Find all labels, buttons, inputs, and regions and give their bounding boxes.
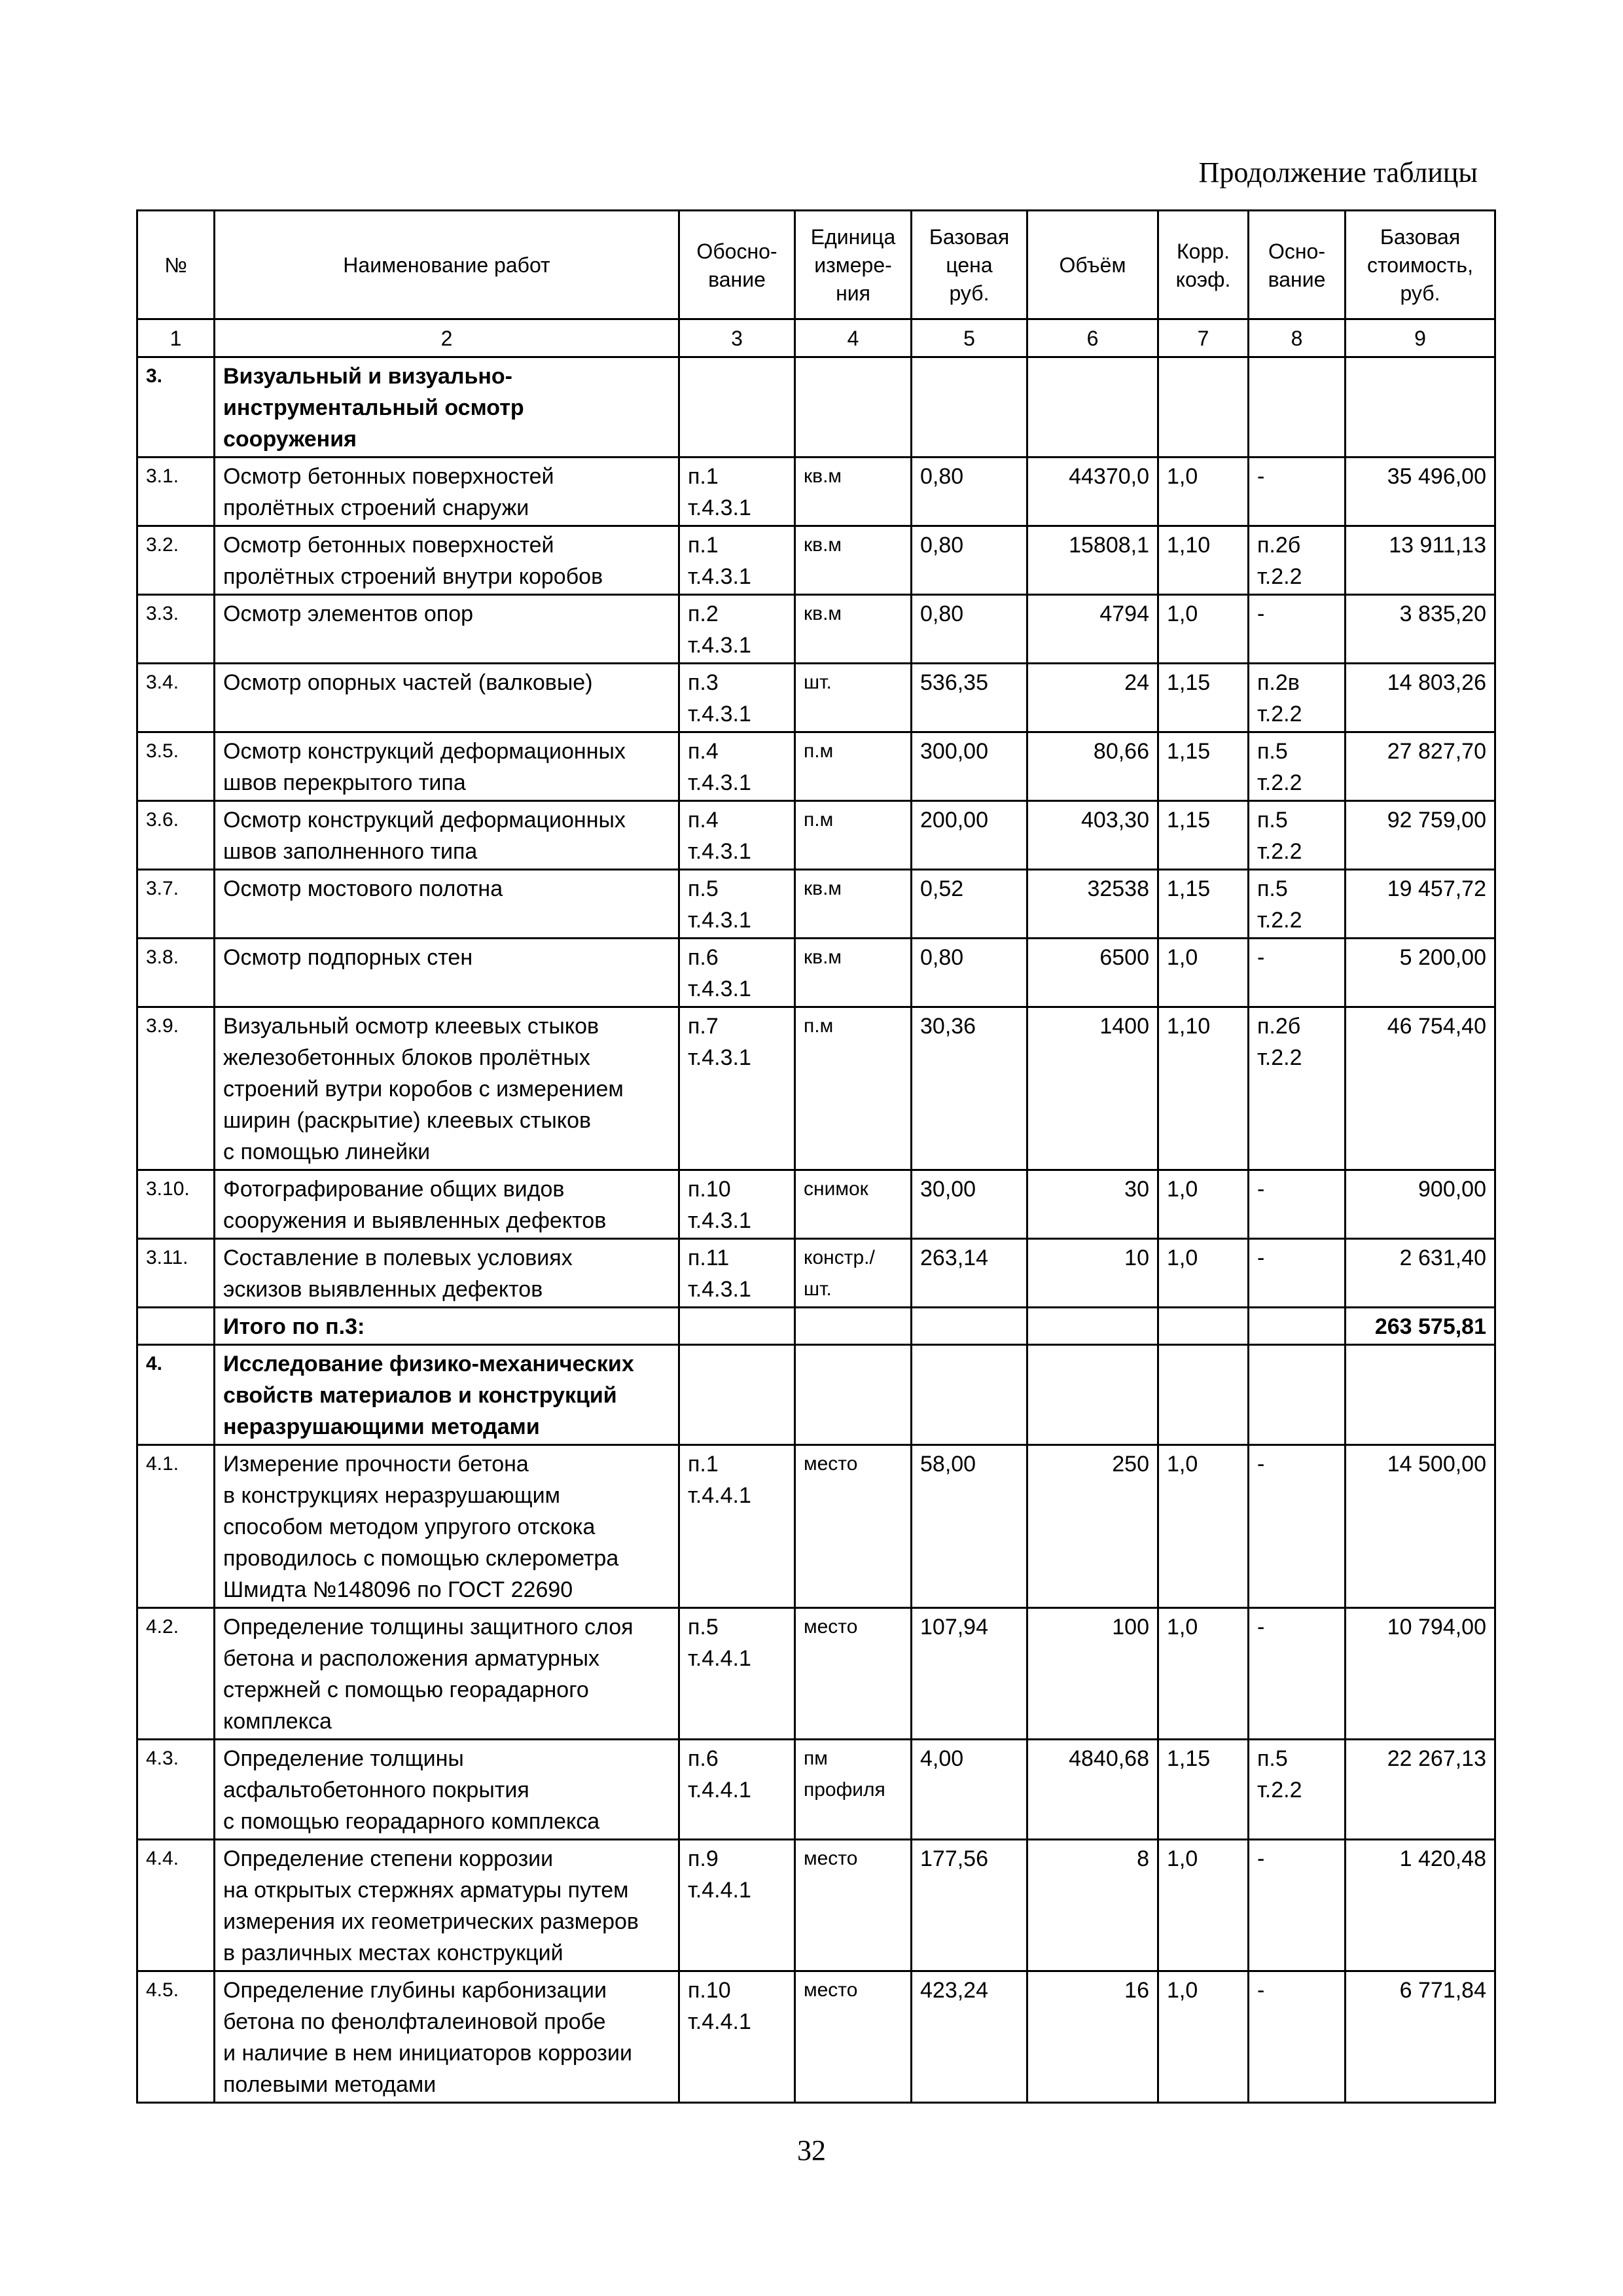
base-cost-cell: 27 827,70 — [1346, 732, 1495, 801]
base-cost-cell: 92 759,00 — [1346, 801, 1495, 870]
basis-cell: п.2 т.4.3.1 — [679, 595, 795, 664]
header-cell: Осно- вание — [1249, 211, 1346, 319]
table-row — [137, 595, 1495, 664]
base-price-cell: 0,80 — [912, 939, 1027, 1007]
base-price-cell: 300,00 — [912, 732, 1027, 801]
column-number-cell: 3 — [679, 319, 795, 357]
work-name-cell: Определение толщины асфальтобетонного покрытия с помощью георадарного комплекса — [215, 1740, 679, 1840]
table-body — [137, 357, 1495, 2103]
work-name-cell: Составление в полевых условиях эскизов выявленных дефектов — [215, 1239, 679, 1308]
item-number-cell: 4.2. — [137, 1608, 215, 1740]
column-number-cell: 4 — [795, 319, 912, 357]
section-row — [137, 357, 1495, 457]
table-header-row — [137, 211, 1495, 319]
empty-cell — [1346, 357, 1495, 457]
header-cell: Обосно- вание — [679, 211, 795, 319]
coefficient-cell: 1,0 — [1158, 1840, 1249, 1971]
table-row — [137, 732, 1495, 801]
unit-cell: кв.м — [795, 457, 912, 526]
item-number-cell: 4.4. — [137, 1840, 215, 1971]
empty-cell — [679, 1345, 795, 1445]
empty-cell — [1027, 1345, 1158, 1445]
column-number-cell: 5 — [912, 319, 1027, 357]
unit-cell: место — [795, 1445, 912, 1608]
coefficient-basis-cell: - — [1249, 1445, 1346, 1608]
item-number-cell: 4.5. — [137, 1971, 215, 2103]
base-price-cell: 536,35 — [912, 664, 1027, 732]
empty-cell — [1027, 357, 1158, 457]
item-number-cell: 4.1. — [137, 1445, 215, 1608]
column-number-cell: 1 — [137, 319, 215, 357]
work-name-cell: Определение степени коррозии на открытых стержнях арматуры путем измерения их геометрических размеров в различных местах конструкций — [215, 1840, 679, 1971]
basis-cell: п.4 т.4.3.1 — [679, 801, 795, 870]
basis-cell: п.10 т.4.4.1 — [679, 1971, 795, 2103]
unit-cell: место — [795, 1971, 912, 2103]
coefficient-basis-cell: - — [1249, 1608, 1346, 1740]
basis-cell: п.3 т.4.3.1 — [679, 664, 795, 732]
base-price-cell: 107,94 — [912, 1608, 1027, 1740]
empty-cell — [1027, 1308, 1158, 1345]
volume-cell: 16 — [1027, 1971, 1158, 2103]
volume-cell: 30 — [1027, 1170, 1158, 1239]
volume-cell: 100 — [1027, 1608, 1158, 1740]
empty-cell — [1158, 1345, 1249, 1445]
volume-cell: 10 — [1027, 1239, 1158, 1308]
table-row — [137, 1740, 1495, 1840]
table-row — [137, 457, 1495, 526]
base-price-cell: 4,00 — [912, 1740, 1027, 1840]
unit-cell: п.м — [795, 1007, 912, 1170]
work-name-cell: Визуальный осмотр клеевых стыков железобетонных блоков пролётных строений вутри коробов с измерением ширин (раскрытие) клеевых стыков с помощью линейки — [215, 1007, 679, 1170]
header-cell: Базовая стоимость, руб. — [1346, 211, 1495, 319]
coefficient-basis-cell: - — [1249, 457, 1346, 526]
volume-cell: 32538 — [1027, 870, 1158, 939]
base-cost-cell: 35 496,00 — [1346, 457, 1495, 526]
coefficient-basis-cell: п.5 т.2.2 — [1249, 801, 1346, 870]
base-cost-cell: 46 754,40 — [1346, 1007, 1495, 1170]
base-cost-cell: 3 835,20 — [1346, 595, 1495, 664]
coefficient-basis-cell: - — [1249, 1170, 1346, 1239]
header-cell: Корр. коэф. — [1158, 211, 1249, 319]
unit-cell: кв.м — [795, 870, 912, 939]
header-cell: Единица измере- ния — [795, 211, 912, 319]
base-price-cell: 263,14 — [912, 1239, 1027, 1308]
unit-cell: п.м — [795, 732, 912, 801]
empty-cell — [795, 357, 912, 457]
table-row — [137, 664, 1495, 732]
coefficient-cell: 1,0 — [1158, 1971, 1249, 2103]
empty-cell — [1249, 1308, 1346, 1345]
table-row — [137, 1445, 1495, 1608]
column-number-cell: 6 — [1027, 319, 1158, 357]
item-number-cell: 3.10. — [137, 1170, 215, 1239]
volume-cell: 4840,68 — [1027, 1740, 1158, 1840]
table-row — [137, 526, 1495, 595]
table-row — [137, 1170, 1495, 1239]
item-number-cell: 3.1. — [137, 457, 215, 526]
empty-cell — [1158, 357, 1249, 457]
table-caption: Продолжение таблицы — [1198, 156, 1478, 188]
empty-cell — [1346, 1345, 1495, 1445]
coefficient-cell: 1,15 — [1158, 1740, 1249, 1840]
base-cost-cell: 10 794,00 — [1346, 1608, 1495, 1740]
basis-cell: п.6 т.4.4.1 — [679, 1740, 795, 1840]
coefficient-cell: 1,15 — [1158, 870, 1249, 939]
table-row — [137, 1007, 1495, 1170]
volume-cell: 4794 — [1027, 595, 1158, 664]
basis-cell: п.10 т.4.3.1 — [679, 1170, 795, 1239]
volume-cell: 8 — [1027, 1840, 1158, 1971]
coefficient-cell: 1,10 — [1158, 1007, 1249, 1170]
work-name-cell: Фотографирование общих видов сооружения и выявленных дефектов — [215, 1170, 679, 1239]
empty-cell — [912, 1345, 1027, 1445]
coefficient-cell: 1,15 — [1158, 732, 1249, 801]
base-price-cell: 0,80 — [912, 595, 1027, 664]
base-cost-cell: 22 267,13 — [1346, 1740, 1495, 1840]
item-number-cell: 3.2. — [137, 526, 215, 595]
coefficient-cell: 1,0 — [1158, 1239, 1249, 1308]
coefficient-basis-cell: п.2б т.2.2 — [1249, 1007, 1346, 1170]
coefficient-cell: 1,0 — [1158, 1608, 1249, 1740]
base-cost-cell: 6 771,84 — [1346, 1971, 1495, 2103]
base-cost-cell: 900,00 — [1346, 1170, 1495, 1239]
column-number-cell: 8 — [1249, 319, 1346, 357]
basis-cell: п.7 т.4.3.1 — [679, 1007, 795, 1170]
coefficient-basis-cell: п.5 т.2.2 — [1249, 732, 1346, 801]
header-cell: Базовая цена руб. — [912, 211, 1027, 319]
item-number-cell: 3.6. — [137, 801, 215, 870]
unit-cell: место — [795, 1840, 912, 1971]
basis-cell: п.1 т.4.3.1 — [679, 457, 795, 526]
coefficient-basis-cell: п.2в т.2.2 — [1249, 664, 1346, 732]
basis-cell: п.5 т.4.3.1 — [679, 870, 795, 939]
total-label-cell: Итого по п.3: — [215, 1308, 679, 1345]
base-price-cell: 0,52 — [912, 870, 1027, 939]
coefficient-basis-cell: - — [1249, 1971, 1346, 2103]
volume-cell: 44370,0 — [1027, 457, 1158, 526]
unit-cell: снимок — [795, 1170, 912, 1239]
table-row — [137, 1608, 1495, 1740]
unit-cell: констр./ шт. — [795, 1239, 912, 1308]
coefficient-cell: 1,0 — [1158, 457, 1249, 526]
work-name-cell: Осмотр мостового полотна — [215, 870, 679, 939]
work-name-cell: Осмотр подпорных стен — [215, 939, 679, 1007]
volume-cell: 1400 — [1027, 1007, 1158, 1170]
coefficient-cell: 1,0 — [1158, 595, 1249, 664]
total-row — [137, 1308, 1495, 1345]
coefficient-basis-cell: п.2б т.2.2 — [1249, 526, 1346, 595]
coefficient-cell: 1,10 — [1158, 526, 1249, 595]
coefficient-cell: 1,0 — [1158, 939, 1249, 1007]
item-number-cell: 4.3. — [137, 1740, 215, 1840]
empty-cell — [1249, 357, 1346, 457]
work-name-cell: Определение толщины защитного слоя бетона и расположения арматурных стержней с помощью георадарного комплекса — [215, 1608, 679, 1740]
estimate-table — [136, 209, 1496, 2104]
work-name-cell: Осмотр конструкций деформационных швов перекрытого типа — [215, 732, 679, 801]
section-row — [137, 1345, 1495, 1445]
empty-cell — [1249, 1345, 1346, 1445]
base-cost-cell: 1 420,48 — [1346, 1840, 1495, 1971]
empty-cell — [912, 1308, 1027, 1345]
coefficient-cell: 1,15 — [1158, 801, 1249, 870]
base-price-cell: 423,24 — [912, 1971, 1027, 2103]
section-title-cell: Визуальный и визуально- инструментальный осмотр сооружения — [215, 357, 679, 457]
base-price-cell: 0,80 — [912, 526, 1027, 595]
section-number-cell: 3. — [137, 357, 215, 457]
column-number-cell: 9 — [1346, 319, 1495, 357]
header-cell: № — [137, 211, 215, 319]
column-number-cell: 2 — [215, 319, 679, 357]
page-number: 32 — [797, 2134, 826, 2166]
base-cost-cell: 13 911,13 — [1346, 526, 1495, 595]
item-number-cell: 3.9. — [137, 1007, 215, 1170]
item-number-cell: 3.7. — [137, 870, 215, 939]
column-number-cell: 7 — [1158, 319, 1249, 357]
coefficient-cell: 1,15 — [1158, 664, 1249, 732]
basis-cell: п.9 т.4.4.1 — [679, 1840, 795, 1971]
basis-cell: п.11 т.4.3.1 — [679, 1239, 795, 1308]
table-row — [137, 939, 1495, 1007]
item-number-cell: 3.11. — [137, 1239, 215, 1308]
table-row — [137, 870, 1495, 939]
unit-cell: кв.м — [795, 595, 912, 664]
empty-cell — [137, 1308, 215, 1345]
coefficient-basis-cell: - — [1249, 595, 1346, 664]
total-cost-cell: 263 575,81 — [1346, 1308, 1495, 1345]
section-title-cell: Исследование физико-механических свойств материалов и конструкций неразрушающими методами — [215, 1345, 679, 1445]
base-cost-cell: 14 803,26 — [1346, 664, 1495, 732]
table-row — [137, 801, 1495, 870]
item-number-cell: 3.3. — [137, 595, 215, 664]
header-cell: Объём — [1027, 211, 1158, 319]
basis-cell: п.1 т.4.3.1 — [679, 526, 795, 595]
table-row — [137, 1239, 1495, 1308]
coefficient-basis-cell: п.5 т.2.2 — [1249, 1740, 1346, 1840]
empty-cell — [679, 357, 795, 457]
empty-cell — [795, 1308, 912, 1345]
work-name-cell: Определение глубины карбонизации бетона по фенолфталеиновой пробе и наличие в нем инициаторов коррозии полевыми методами — [215, 1971, 679, 2103]
unit-cell: шт. — [795, 664, 912, 732]
empty-cell — [795, 1345, 912, 1445]
base-price-cell: 177,56 — [912, 1840, 1027, 1971]
unit-cell: кв.м — [795, 526, 912, 595]
base-price-cell: 0,80 — [912, 457, 1027, 526]
basis-cell: п.6 т.4.3.1 — [679, 939, 795, 1007]
coefficient-basis-cell: - — [1249, 1239, 1346, 1308]
volume-cell: 24 — [1027, 664, 1158, 732]
coefficient-cell: 1,0 — [1158, 1445, 1249, 1608]
base-cost-cell: 14 500,00 — [1346, 1445, 1495, 1608]
unit-cell: кв.м — [795, 939, 912, 1007]
work-name-cell: Измерение прочности бетона в конструкциях неразрушающим способом методом упругого отскока проводилось с помощью склерометра Шмидта №148096 по ГОСТ 22690 — [215, 1445, 679, 1608]
column-number-row — [137, 319, 1495, 357]
coefficient-basis-cell: п.5 т.2.2 — [1249, 870, 1346, 939]
item-number-cell: 3.5. — [137, 732, 215, 801]
coefficient-cell: 1,0 — [1158, 1170, 1249, 1239]
base-cost-cell: 5 200,00 — [1346, 939, 1495, 1007]
unit-cell: п.м — [795, 801, 912, 870]
header-cell: Наименование работ — [215, 211, 679, 319]
volume-cell: 403,30 — [1027, 801, 1158, 870]
base-price-cell: 200,00 — [912, 801, 1027, 870]
volume-cell: 80,66 — [1027, 732, 1158, 801]
table-row — [137, 1971, 1495, 2103]
basis-cell: п.4 т.4.3.1 — [679, 732, 795, 801]
base-price-cell: 30,00 — [912, 1170, 1027, 1239]
basis-cell: п.1 т.4.4.1 — [679, 1445, 795, 1608]
item-number-cell: 3.8. — [137, 939, 215, 1007]
empty-cell — [1158, 1308, 1249, 1345]
empty-cell — [912, 357, 1027, 457]
base-price-cell: 58,00 — [912, 1445, 1027, 1608]
work-name-cell: Осмотр элементов опор — [215, 595, 679, 664]
item-number-cell: 3.4. — [137, 664, 215, 732]
work-name-cell: Осмотр конструкций деформационных швов заполненного типа — [215, 801, 679, 870]
base-cost-cell: 19 457,72 — [1346, 870, 1495, 939]
work-name-cell: Осмотр опорных частей (валковые) — [215, 664, 679, 732]
volume-cell: 15808,1 — [1027, 526, 1158, 595]
basis-cell: п.5 т.4.4.1 — [679, 1608, 795, 1740]
table-row — [137, 1840, 1495, 1971]
base-cost-cell: 2 631,40 — [1346, 1239, 1495, 1308]
volume-cell: 250 — [1027, 1445, 1158, 1608]
unit-cell: пм профиля — [795, 1740, 912, 1840]
section-number-cell: 4. — [137, 1345, 215, 1445]
base-price-cell: 30,36 — [912, 1007, 1027, 1170]
coefficient-basis-cell: - — [1249, 939, 1346, 1007]
work-name-cell: Осмотр бетонных поверхностей пролётных строений снаружи — [215, 457, 679, 526]
unit-cell: место — [795, 1608, 912, 1740]
volume-cell: 6500 — [1027, 939, 1158, 1007]
coefficient-basis-cell: - — [1249, 1840, 1346, 1971]
empty-cell — [679, 1308, 795, 1345]
work-name-cell: Осмотр бетонных поверхностей пролётных строений внутри коробов — [215, 526, 679, 595]
